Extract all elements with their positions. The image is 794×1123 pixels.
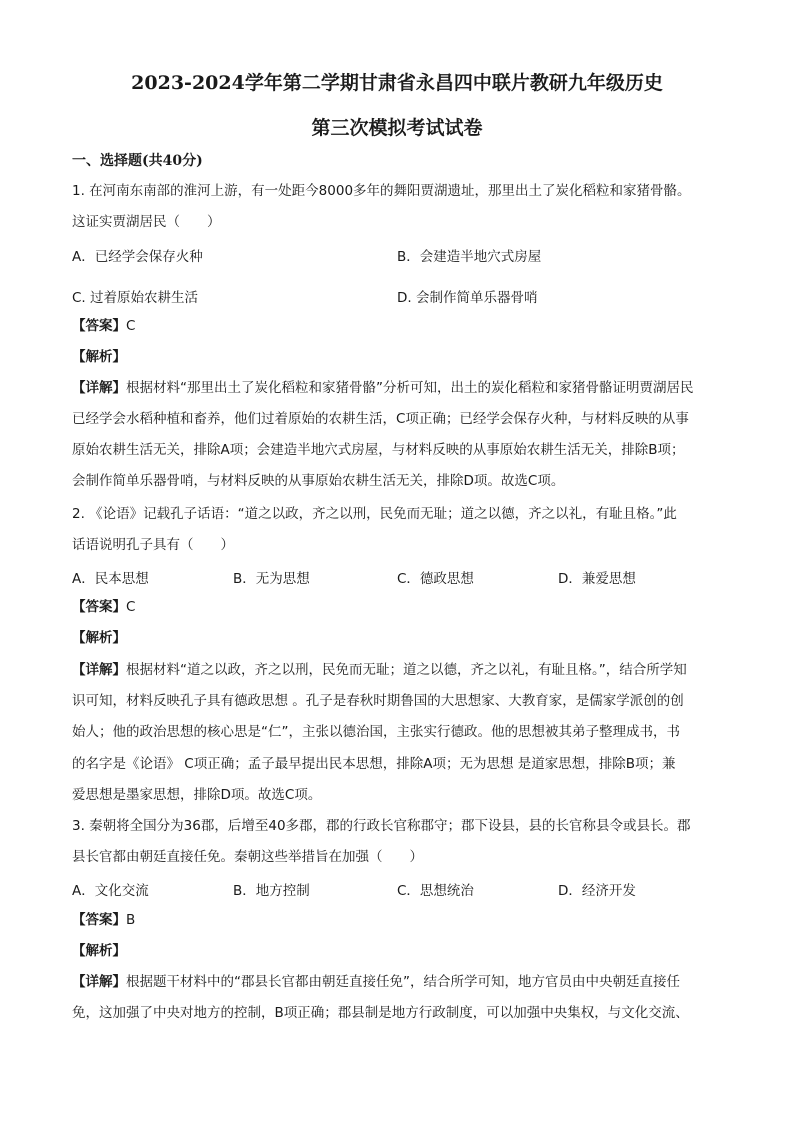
q2-detail-line1 <box>72 660 722 680</box>
q1-detail-line4: 会制作简单乐器骨哨，与材料反映的从事原始农耕生活无关，排除D项。故选C项。 <box>72 473 565 489</box>
q3-option-a: A．文化交流 <box>72 883 149 899</box>
q2-stem-line1: 2. 《论语》记载孔子话语：“道之以政，齐之以刑，民免而无耻；道之以德，齐之以礼，有耻且格。”此 <box>72 506 677 522</box>
q3-option-b: B．地方控制 <box>233 883 310 899</box>
q2-option-a: A．民本思想 <box>72 571 149 587</box>
section-heading: 一、选择题(共40分) <box>72 153 203 169</box>
q3-analysis-label: 【解析】 <box>72 943 126 959</box>
document-subtitle: 第三次模拟考试试卷 <box>311 117 483 139</box>
q2-detail-line4: 的名字是《论语》 C项正确；孟子最早提出民本思想，排除A项；无为思想 是道家思想，排除B项；兼 <box>72 756 676 772</box>
q3-detail-line1 <box>72 972 722 992</box>
q2-option-c: C．德政思想 <box>397 571 474 587</box>
q2-detail-line5: 爱思想是墨家思想，排除D项。故选C项。 <box>72 787 322 803</box>
detail-text: 根据题干材料中的“郡县长官都由朝廷直接任免”，结合所学可知，地方官员由中央朝廷直接任 <box>126 974 680 990</box>
q3-option-d: D．经济开发 <box>558 883 636 899</box>
q2-stem-line2: 话语说明孔子具有（ ） <box>72 537 234 553</box>
detail-text: 根据材料“那里出土了炭化稻粒和家猪骨骼”分析可知，出土的炭化稻粒和家猪骨骼证明贾湖居民 <box>126 380 694 396</box>
answer-value: C <box>126 599 136 615</box>
q1-option-d: D. 会制作简单乐器骨哨 <box>397 290 538 306</box>
q1-answer <box>72 316 722 336</box>
answer-label: 【答案】 <box>72 912 126 928</box>
q1-stem-line1: 1. 在河南东南部的淮河上游，有一处距今8000多年的舞阳贾湖遗址，那里出土了炭化稻粒和家猪骨骼。 <box>72 183 691 199</box>
document-title: 2023-2024学年第二学期甘肃省永昌四中联片教研九年级历史 <box>131 72 663 94</box>
q3-stem-line1: 3. 秦朝将全国分为36郡，后增至40多郡，郡的行政长官称郡守；郡下设县，县的长官称县令或县长。郡 <box>72 818 691 834</box>
q1-stem-line2: 这证实贾湖居民（ ） <box>72 214 221 230</box>
q2-option-b: B．无为思想 <box>233 571 310 587</box>
q1-detail-line1 <box>72 378 722 398</box>
q2-analysis-label: 【解析】 <box>72 630 126 646</box>
q1-detail-line3: 原始农耕生活无关，排除A项；会建造半地穴式房屋，与材料反映的从事原始农耕生活无关，排除B项； <box>72 442 685 458</box>
q1-detail-line2: 已经学会水稻种植和畜养，他们过着原始的农耕生活，C项正确；已经学会保存火种，与材料反映的从事 <box>72 411 689 427</box>
q1-option-a: A．已经学会保存火种 <box>72 249 203 265</box>
q3-answer <box>72 910 722 930</box>
q2-option-d: D．兼爱思想 <box>558 571 636 587</box>
q1-option-c: C. 过着原始农耕生活 <box>72 290 199 306</box>
q2-detail-line2: 识可知，材料反映孔子具有德政思想 。孔子是春秋时期鲁国的大思想家、大教育家，是儒家学派创的创 <box>72 693 684 709</box>
detail-label: 【详解】 <box>72 380 126 396</box>
detail-label: 【详解】 <box>72 974 126 990</box>
q2-answer <box>72 597 722 617</box>
answer-value: B <box>126 912 136 928</box>
q1-option-b: B．会建造半地穴式房屋 <box>397 249 542 265</box>
q3-option-c: C．思想统治 <box>397 883 474 899</box>
q3-detail-line2: 免，这加强了中央对地方的控制，B项正确；郡县制是地方行政制度，可以加强中央集权，与文化交流、 <box>72 1005 689 1021</box>
answer-value: C <box>126 318 136 334</box>
answer-label: 【答案】 <box>72 318 126 334</box>
q1-analysis-label: 【解析】 <box>72 349 126 365</box>
detail-text: 根据材料“道之以政，齐之以刑，民免而无耻；道之以德，齐之以礼，有耻且格。”，结合所学知 <box>126 662 687 678</box>
q3-stem-line2: 县长官都由朝廷直接任免。秦朝这些举措旨在加强（ ） <box>72 849 423 865</box>
answer-label: 【答案】 <box>72 599 126 615</box>
detail-label: 【详解】 <box>72 662 126 678</box>
q2-detail-line3: 始人；他的政治思想的核心思是“仁”，主张以德治国，主张实行德政。他的思想被其弟子整理成书，书 <box>72 724 680 740</box>
